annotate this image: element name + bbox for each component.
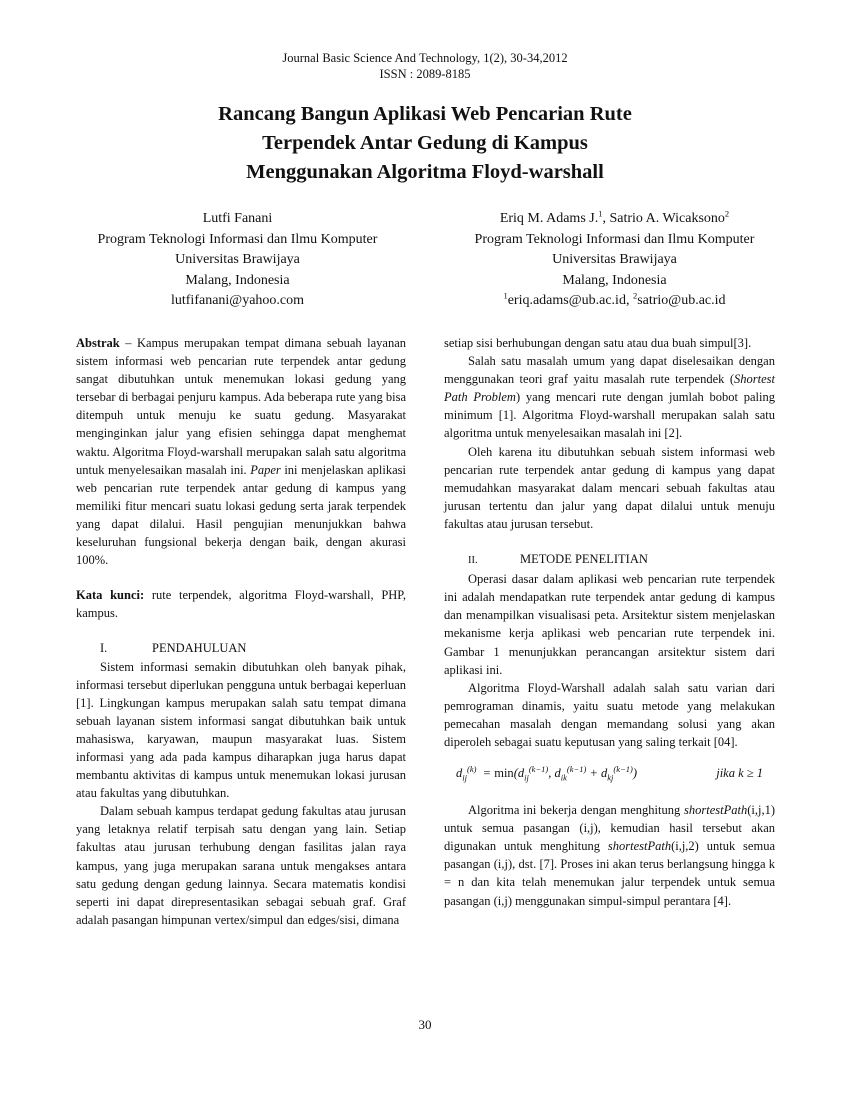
author-names: Eriq M. Adams J.$^1$, Satrio A. Wicaksono$^2$ <box>499 208 730 226</box>
author-city: Malang, Indonesia <box>562 272 667 288</box>
author-block-1 <box>55 209 420 312</box>
formula-expression: $d_{ij}^{(k)} = \min(d_{ij}^{(k-1)}$, $d_{ik}^{(k-1)} + d_{kj}^{(k-1)}$) <box>456 763 637 783</box>
title-line-3: Menggunakan Algoritma Floyd-warshall <box>246 161 604 183</box>
left-column <box>76 334 406 929</box>
abstract: Abstrak – Kampus merupakan tempat dimana sebuah layanan sistem informasi web pencarian rute terpendek antar gedung sangat dibutuhkan untuk menemukan lokasi gedung yang tersebar di berbagai penjuru kampus. Ada beberapa rute yang bisa ditempuh untuk menuju ke suatu gedung. Masyarakat menginginkan jalur yang efisien sehingga dapat menghemat waktu. Algoritma Floyd-warshall merupakan salah satu algoritma untuk menyelesaikan masalah ini. Paper ini menjelaskan aplikasi web pencarian rute terpendek antar gedung di kampus yang memiliki fitur mencari suatu lokasi gedung serta jarak terpendek yang dapat dilalui. Hasil pengujian menunjukkan bahwa keseluruhan fungsional bekerja dengan baik, dengan akurasi 100%. <box>76 336 406 568</box>
section-heading-2: II. METODE PENELITIAN <box>468 552 648 567</box>
paragraph: Dalam sebuah kampus terdapat gedung fakultas atau jurusan yang letaknya relatif terpisah satu dengan yang lain. Setiap fakultas atau jurusan terhubung dengan fasilitas jalan raya kampus, yang juga merupakan sarana untuk mengakses antara satu gedung dengan gedung lainnya. Secara matematis kondisi seperti ini dapat direpresentasikan sebagai sebuah graf. Graf adalah pasangan himpunan vertex/simpul dan edges/sisi, dimana <box>76 804 406 927</box>
author-univ: Universitas Brawijaya <box>552 252 677 267</box>
paragraph: Sistem informasi semakin dibutuhkan oleh banyak pihak, informasi tersebut diperlukan pengguna untuk berbagai keperluan [1]. Lingkungan kampus merupakan salah satu tempat dimana sebuah layanan sistem informasi sangat dibutuhkan baik untuk mahasiswa, karyawan, maupun masyarakat luas. Sistem informasi yang ada pada kampus diharapkan juga harus dapat membantu aktivitas di kampus untuk menemukan lokasi jurusan atau fakultas yang dibutuhkan. <box>76 659 406 801</box>
paragraph: setiap sisi berhubungan dengan satu atau dua buah simpul[3]. <box>444 336 752 350</box>
formula-condition: jika k ≥ 1 <box>716 766 763 781</box>
author-city: Malang, Indonesia <box>185 272 290 288</box>
section-heading-1: I. PENDAHULUAN <box>100 641 247 656</box>
paragraph: Oleh karena itu dibutuhkan sebuah sistem informasi web pencarian rute terpendek antar gedung di kampus yang dapat memudahkan masyarakat dalam mencari sebuah fakultas atau jurusan tertentu dan jalur yang dapat dilalui untuk menuju fakultas atau jurusan tersebut. <box>444 444 775 531</box>
author-dept: Program Teknologi Informasi dan Ilmu Komputer <box>97 231 378 247</box>
title-line-2: Terpendek Antar Gedung di Kampus <box>262 132 588 154</box>
right-column <box>444 334 775 910</box>
author-email: lutfifanani@yahoo.com <box>170 293 305 308</box>
author-emails: $^1$eriq.adams@ub.ac.id, $^2$satrio@ub.ac.id <box>503 290 726 308</box>
paragraph: Salah satu masalah umum yang dapat diselesaikan dengan menggunakan teori graf yaitu masalah rute terpendek (Shortest Path Problem) yang mencari rute dengan jumlah bobot paling minimum [1]. Algoritma Floyd-warshall merupakan salah satu algoritma untuk menyelesaikan masalah ini [2]. <box>444 354 775 441</box>
paper-title <box>0 100 850 187</box>
author-block-2 <box>432 209 797 312</box>
author-name: Lutfi Fanani <box>202 211 273 226</box>
floyd-warshall-formula <box>444 751 775 801</box>
journal-info: Journal Basic Science And Technology, 1(2), 30-34,2012 <box>282 51 568 65</box>
page-number: 30 <box>418 1017 432 1032</box>
author-univ: Universitas Brawijaya <box>175 252 300 267</box>
title-line-1: Rancang Bangun Aplikasi Web Pencarian Rute <box>218 103 632 125</box>
paragraph: Operasi dasar dalam aplikasi web pencarian rute terpendek ini adalah mendapatkan rute terpendek antar gedung di kampus dan menampilkan visualisasi peta. Arsitektur sistem menjelaskan mekanisme kerja aplikasi web pencarian rute terpendek ini. Gambar 1 menunjukkan perancangan arsitektur sistem dari aplikasi ini. <box>444 572 775 677</box>
issn: ISSN : 2089-8185 <box>379 67 471 81</box>
author-dept: Program Teknologi Informasi dan Ilmu Komputer <box>474 231 755 247</box>
journal-header <box>0 50 850 82</box>
keywords: Kata kunci: rute terpendek, algoritma Floyd-warshall, PHP, kampus. <box>76 588 406 621</box>
paragraph: Algoritma Floyd-Warshall adalah salah satu varian dari pemrograman dinamis, yaitu suatu metode yang melakukan pemecahan masalah dengan memandang solusi yang akan diperoleh sebagai suatu keputusan yang saling terkait [04]. <box>444 680 775 749</box>
paragraph: Algoritma ini bekerja dengan menghitung shortestPath(i,j,1) untuk semua pasangan (i,j), kemudian hasil tersebut akan digunakan untuk menghitung shortestPath(i,j,2) untuk semua pasangan (i,j), dst. [7]. Proses ini akan terus berlangsung hingga k = n dan kita telah menemukan jalur terpendek untuk semua pasangan (i,j) menggunakan simpul-simpul perantara [4]. <box>444 803 775 908</box>
